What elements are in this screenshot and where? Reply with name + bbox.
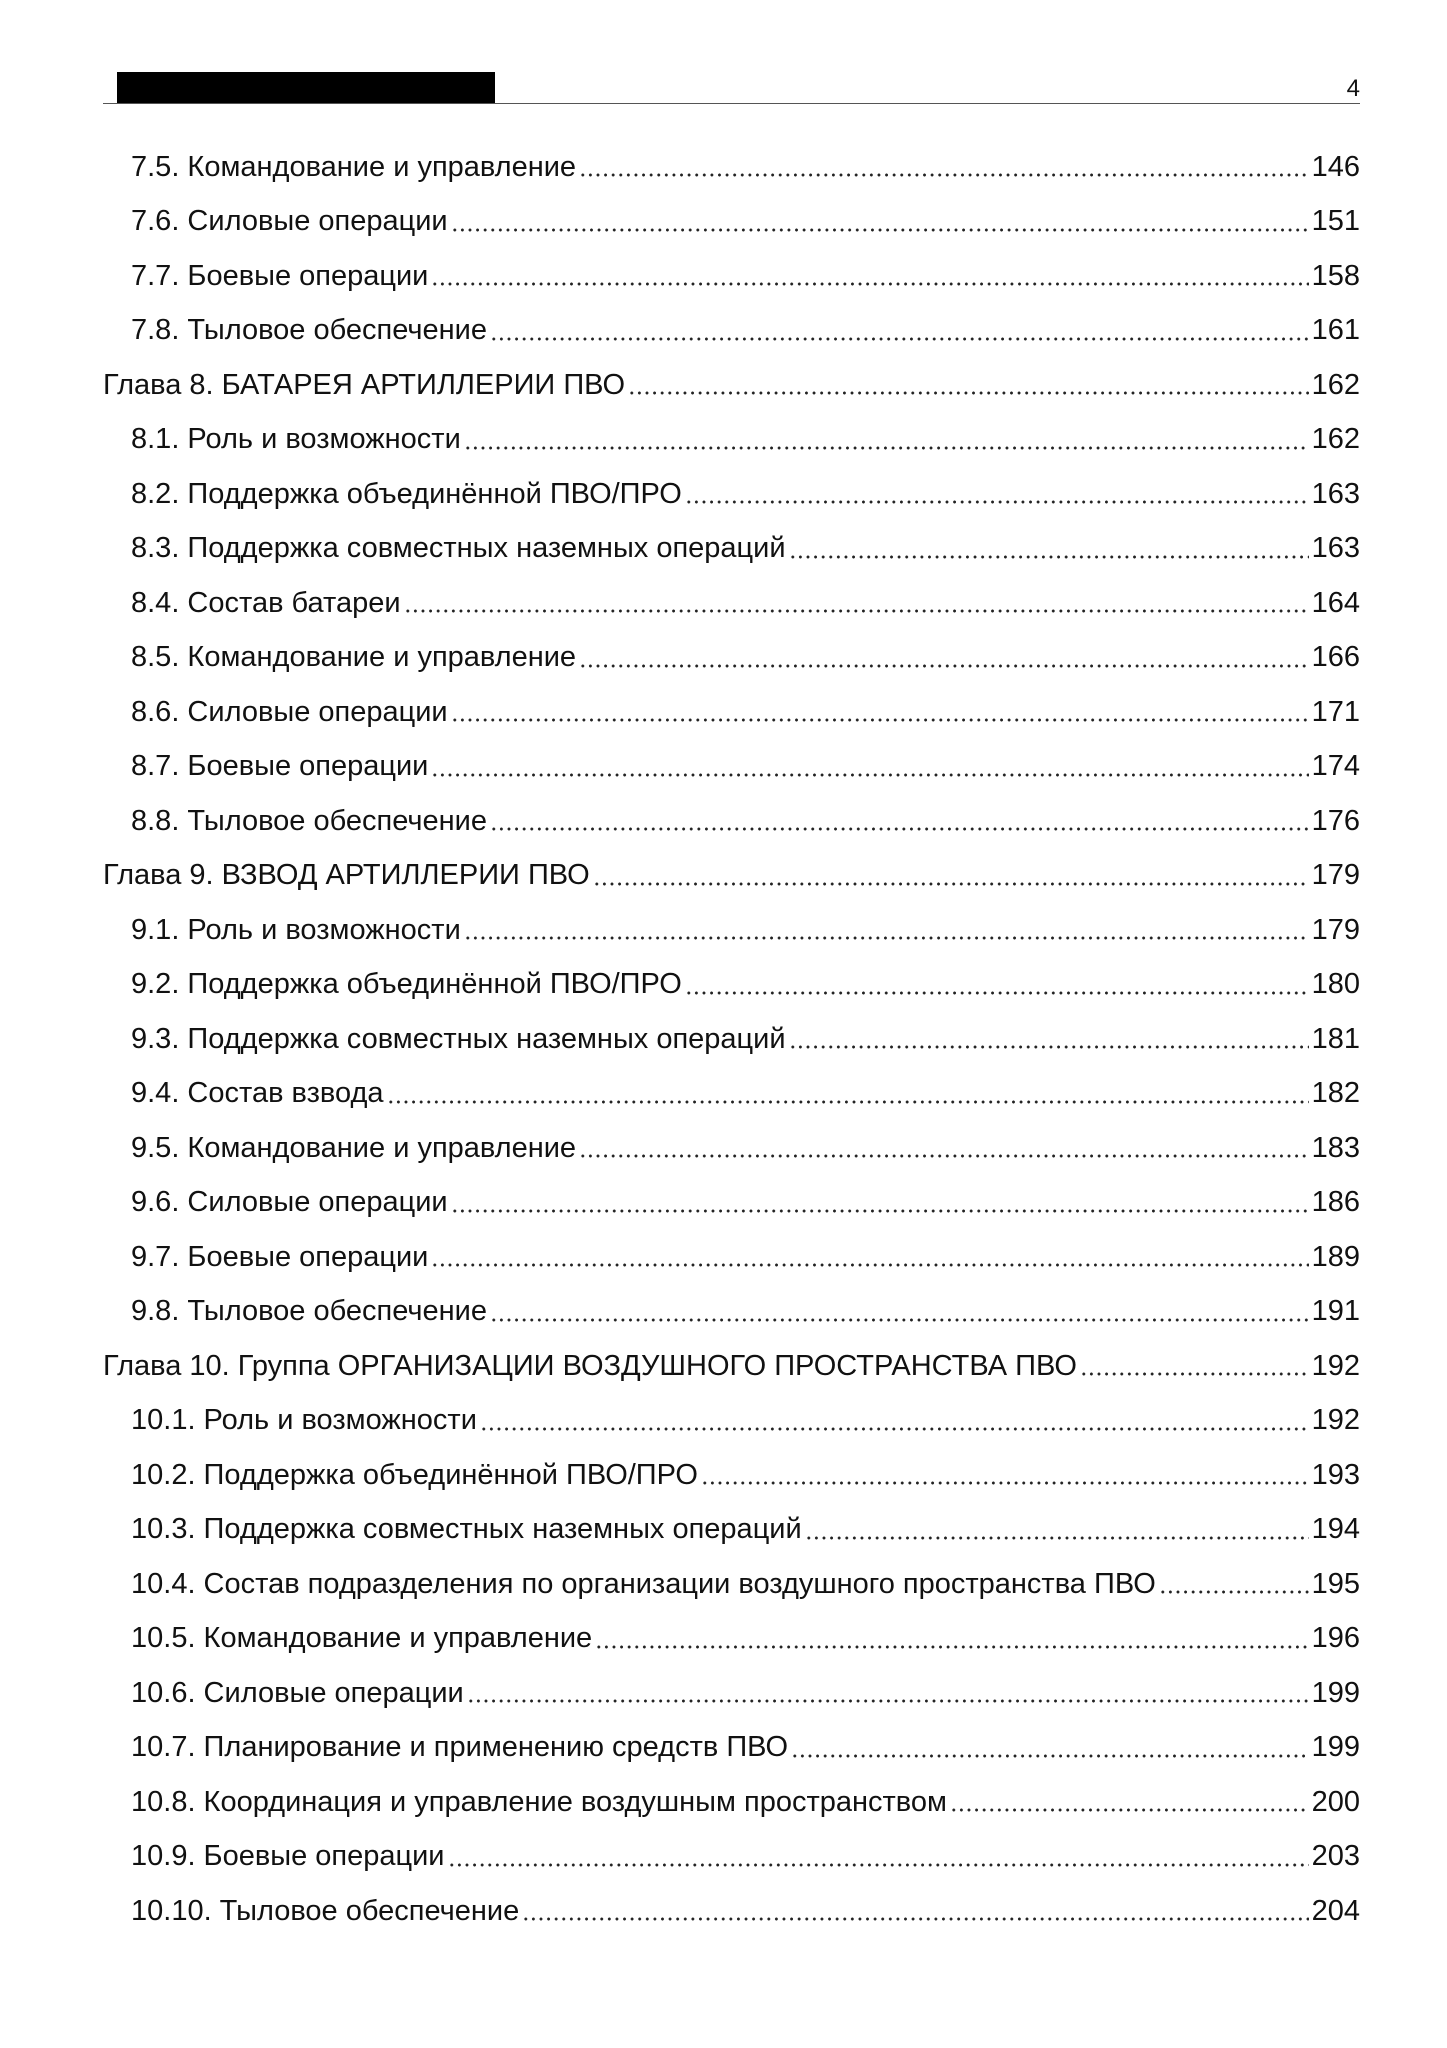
dot-leader bbox=[464, 935, 1309, 941]
toc-entry-title: 9.4. Состав взвода bbox=[131, 1077, 384, 1110]
toc-entry-page: 179 bbox=[1311, 913, 1360, 946]
toc-entry-title: 9.2. Поддержка объединённой ПВО/ПРО bbox=[131, 968, 682, 1001]
toc-entry-page: 199 bbox=[1311, 1731, 1360, 1764]
toc-entry-page: 196 bbox=[1311, 1622, 1360, 1655]
toc-entry[interactable] bbox=[103, 958, 1360, 1013]
dot-leader bbox=[579, 1153, 1309, 1159]
toc-entry-title: 10.1. Роль и возможности bbox=[131, 1404, 477, 1437]
toc-entry-title: 10.4. Состав подразделения по организации воздушного пространства ПВО bbox=[131, 1567, 1156, 1600]
toc-entry-title: 7.7. Боевые операции bbox=[131, 259, 429, 292]
toc-entry-title: 7.8. Тыловое обеспечение bbox=[131, 314, 487, 347]
toc-entry-title: 9.6. Силовые операции bbox=[131, 1186, 448, 1219]
page-number: 4 bbox=[1346, 75, 1360, 102]
toc-entry[interactable] bbox=[103, 1830, 1360, 1885]
toc-entry-page: 151 bbox=[1311, 205, 1360, 238]
toc-entry[interactable] bbox=[103, 1666, 1360, 1721]
toc-entry[interactable] bbox=[103, 1721, 1360, 1776]
toc-entry-title: 10.10. Тыловое обеспечение bbox=[131, 1894, 520, 1927]
toc-entry-title: 10.9. Боевые операции bbox=[131, 1840, 445, 1873]
toc-entry-title: 8.3. Поддержка совместных наземных операций bbox=[131, 532, 786, 565]
toc-entry[interactable] bbox=[103, 1230, 1360, 1285]
toc-entry[interactable] bbox=[103, 1285, 1360, 1340]
toc-entry-page: 146 bbox=[1311, 150, 1360, 183]
toc-entry[interactable] bbox=[103, 304, 1360, 359]
dot-leader bbox=[480, 1426, 1309, 1432]
toc-entry-title: 8.6. Силовые операции bbox=[131, 695, 448, 728]
dot-leader bbox=[579, 172, 1309, 178]
toc-entry[interactable] bbox=[103, 1394, 1360, 1449]
dot-leader bbox=[522, 1916, 1308, 1922]
dot-leader bbox=[431, 1262, 1308, 1268]
toc-entry[interactable] bbox=[103, 195, 1360, 250]
toc-entry[interactable] bbox=[103, 1448, 1360, 1503]
dot-leader bbox=[490, 1317, 1309, 1323]
toc-entry-title: Глава 10. Группа ОРГАНИЗАЦИИ ВОЗДУШНОГО ПРОСТРАНСТВА ПВО bbox=[103, 1349, 1077, 1382]
dot-leader bbox=[448, 1862, 1309, 1868]
dot-leader bbox=[950, 1807, 1309, 1813]
toc-entry-title: 10.8. Координация и управление воздушным пространством bbox=[131, 1785, 947, 1818]
toc-entry[interactable] bbox=[103, 1884, 1360, 1939]
dot-leader bbox=[490, 336, 1309, 342]
toc-entry-title: Глава 8. БАТАРЕЯ АРТИЛЛЕРИИ ПВО bbox=[103, 368, 626, 401]
toc-entry-title: 8.7. Боевые операции bbox=[131, 750, 429, 783]
toc-entry-title: 7.5. Командование и управление bbox=[131, 150, 577, 183]
toc-entry-page: 192 bbox=[1311, 1404, 1360, 1437]
dot-leader bbox=[595, 1644, 1308, 1650]
dot-leader bbox=[593, 881, 1309, 887]
toc-entry-page: 179 bbox=[1311, 859, 1360, 892]
toc-entry-title: 8.2. Поддержка объединённой ПВО/ПРО bbox=[131, 477, 682, 510]
toc-entry[interactable] bbox=[103, 903, 1360, 958]
dot-leader bbox=[685, 990, 1309, 996]
toc-entry[interactable] bbox=[103, 1557, 1360, 1612]
toc-entry-page: 161 bbox=[1311, 314, 1360, 347]
dot-leader bbox=[451, 717, 1309, 723]
toc-entry-page: 204 bbox=[1311, 1894, 1360, 1927]
toc-entry-page: 162 bbox=[1311, 423, 1360, 456]
toc-entry[interactable] bbox=[103, 1612, 1360, 1667]
toc-entry[interactable] bbox=[103, 140, 1360, 195]
toc-entry-title: Глава 9. ВЗВОД АРТИЛЛЕРИИ ПВО bbox=[103, 859, 590, 892]
dot-leader bbox=[1080, 1371, 1309, 1377]
toc-entry-page: 174 bbox=[1311, 750, 1360, 783]
redacted-header-block bbox=[117, 72, 495, 103]
toc-chapter-entry[interactable] bbox=[103, 849, 1360, 904]
toc-entry-title: 10.3. Поддержка совместных наземных операций bbox=[131, 1513, 802, 1546]
dot-leader bbox=[431, 772, 1308, 778]
toc-chapter-entry[interactable] bbox=[103, 358, 1360, 413]
header-rule bbox=[103, 103, 1360, 104]
dot-leader bbox=[451, 1208, 1309, 1214]
toc-entry-page: 195 bbox=[1311, 1567, 1360, 1600]
dot-leader bbox=[579, 663, 1309, 669]
toc-entry[interactable] bbox=[103, 1503, 1360, 1558]
toc-entry[interactable] bbox=[103, 685, 1360, 740]
dot-leader bbox=[685, 499, 1309, 505]
toc-entry-title: 9.3. Поддержка совместных наземных операций bbox=[131, 1022, 786, 1055]
toc-entry-title: 10.7. Планирование и применению средств ПВО bbox=[131, 1731, 789, 1764]
toc-entry[interactable] bbox=[103, 631, 1360, 686]
toc-entry-title: 9.5. Командование и управление bbox=[131, 1131, 577, 1164]
dot-leader bbox=[628, 390, 1309, 396]
toc-entry-page: 189 bbox=[1311, 1240, 1360, 1273]
dot-leader bbox=[1159, 1589, 1309, 1595]
toc-entry-title: 7.6. Силовые операции bbox=[131, 205, 448, 238]
toc-entry-title: 10.2. Поддержка объединённой ПВО/ПРО bbox=[131, 1458, 698, 1491]
dot-leader bbox=[451, 227, 1309, 233]
toc-entry-title: 8.4. Состав батареи bbox=[131, 586, 401, 619]
toc-entry-title: 9.8. Тыловое обеспечение bbox=[131, 1295, 487, 1328]
dot-leader bbox=[387, 1099, 1309, 1105]
dot-leader bbox=[791, 1753, 1308, 1759]
toc-entry-page: 191 bbox=[1311, 1295, 1360, 1328]
toc-entry[interactable] bbox=[103, 1012, 1360, 1067]
dot-leader bbox=[404, 608, 1309, 614]
toc-chapter-entry[interactable] bbox=[103, 1339, 1360, 1394]
toc-entry[interactable] bbox=[103, 740, 1360, 795]
toc-entry-page: 180 bbox=[1311, 968, 1360, 1001]
toc-entry[interactable] bbox=[103, 467, 1360, 522]
dot-leader bbox=[467, 1698, 1309, 1704]
toc-entry-page: 163 bbox=[1311, 477, 1360, 510]
toc-entry-page: 162 bbox=[1311, 368, 1360, 401]
toc-entry-page: 203 bbox=[1311, 1840, 1360, 1873]
toc-entry-page: 194 bbox=[1311, 1513, 1360, 1546]
toc-entry[interactable] bbox=[103, 794, 1360, 849]
dot-leader bbox=[789, 1044, 1309, 1050]
dot-leader bbox=[464, 445, 1309, 451]
toc-entry[interactable] bbox=[103, 1775, 1360, 1830]
toc-entry[interactable] bbox=[103, 1176, 1360, 1231]
toc-entry-title: 10.6. Силовые операции bbox=[131, 1676, 464, 1709]
toc-entry-title: 8.1. Роль и возможности bbox=[131, 423, 461, 456]
dot-leader bbox=[805, 1535, 1309, 1541]
toc-entry[interactable] bbox=[103, 1067, 1360, 1122]
toc-entry-title: 8.8. Тыловое обеспечение bbox=[131, 804, 487, 837]
toc-entry-page: 166 bbox=[1311, 641, 1360, 674]
dot-leader bbox=[431, 281, 1308, 287]
toc-entry[interactable] bbox=[103, 249, 1360, 304]
toc-entry-page: 158 bbox=[1311, 259, 1360, 292]
toc-entry-page: 171 bbox=[1311, 695, 1360, 728]
toc-entry-page: 181 bbox=[1311, 1022, 1360, 1055]
toc-entry-title: 8.5. Командование и управление bbox=[131, 641, 577, 674]
toc-entry-page: 193 bbox=[1311, 1458, 1360, 1491]
toc-entry-page: 192 bbox=[1311, 1349, 1360, 1382]
dot-leader bbox=[490, 826, 1309, 832]
dot-leader bbox=[789, 554, 1309, 560]
toc-entry-page: 186 bbox=[1311, 1186, 1360, 1219]
toc-entry-page: 176 bbox=[1311, 804, 1360, 837]
toc-entry-page: 200 bbox=[1311, 1785, 1360, 1818]
toc-entry[interactable] bbox=[103, 522, 1360, 577]
toc-entry-page: 163 bbox=[1311, 532, 1360, 565]
toc-entry[interactable] bbox=[103, 413, 1360, 468]
table-of-contents bbox=[103, 140, 1360, 1939]
toc-entry-page: 199 bbox=[1311, 1676, 1360, 1709]
dot-leader bbox=[701, 1480, 1309, 1486]
toc-entry-title: 9.7. Боевые операции bbox=[131, 1240, 429, 1273]
toc-entry[interactable] bbox=[103, 1121, 1360, 1176]
toc-entry-title: 10.5. Командование и управление bbox=[131, 1622, 593, 1655]
toc-entry-page: 164 bbox=[1311, 586, 1360, 619]
toc-entry-title: 9.1. Роль и возможности bbox=[131, 913, 461, 946]
toc-entry-page: 183 bbox=[1311, 1131, 1360, 1164]
toc-entry-page: 182 bbox=[1311, 1077, 1360, 1110]
toc-entry[interactable] bbox=[103, 576, 1360, 631]
